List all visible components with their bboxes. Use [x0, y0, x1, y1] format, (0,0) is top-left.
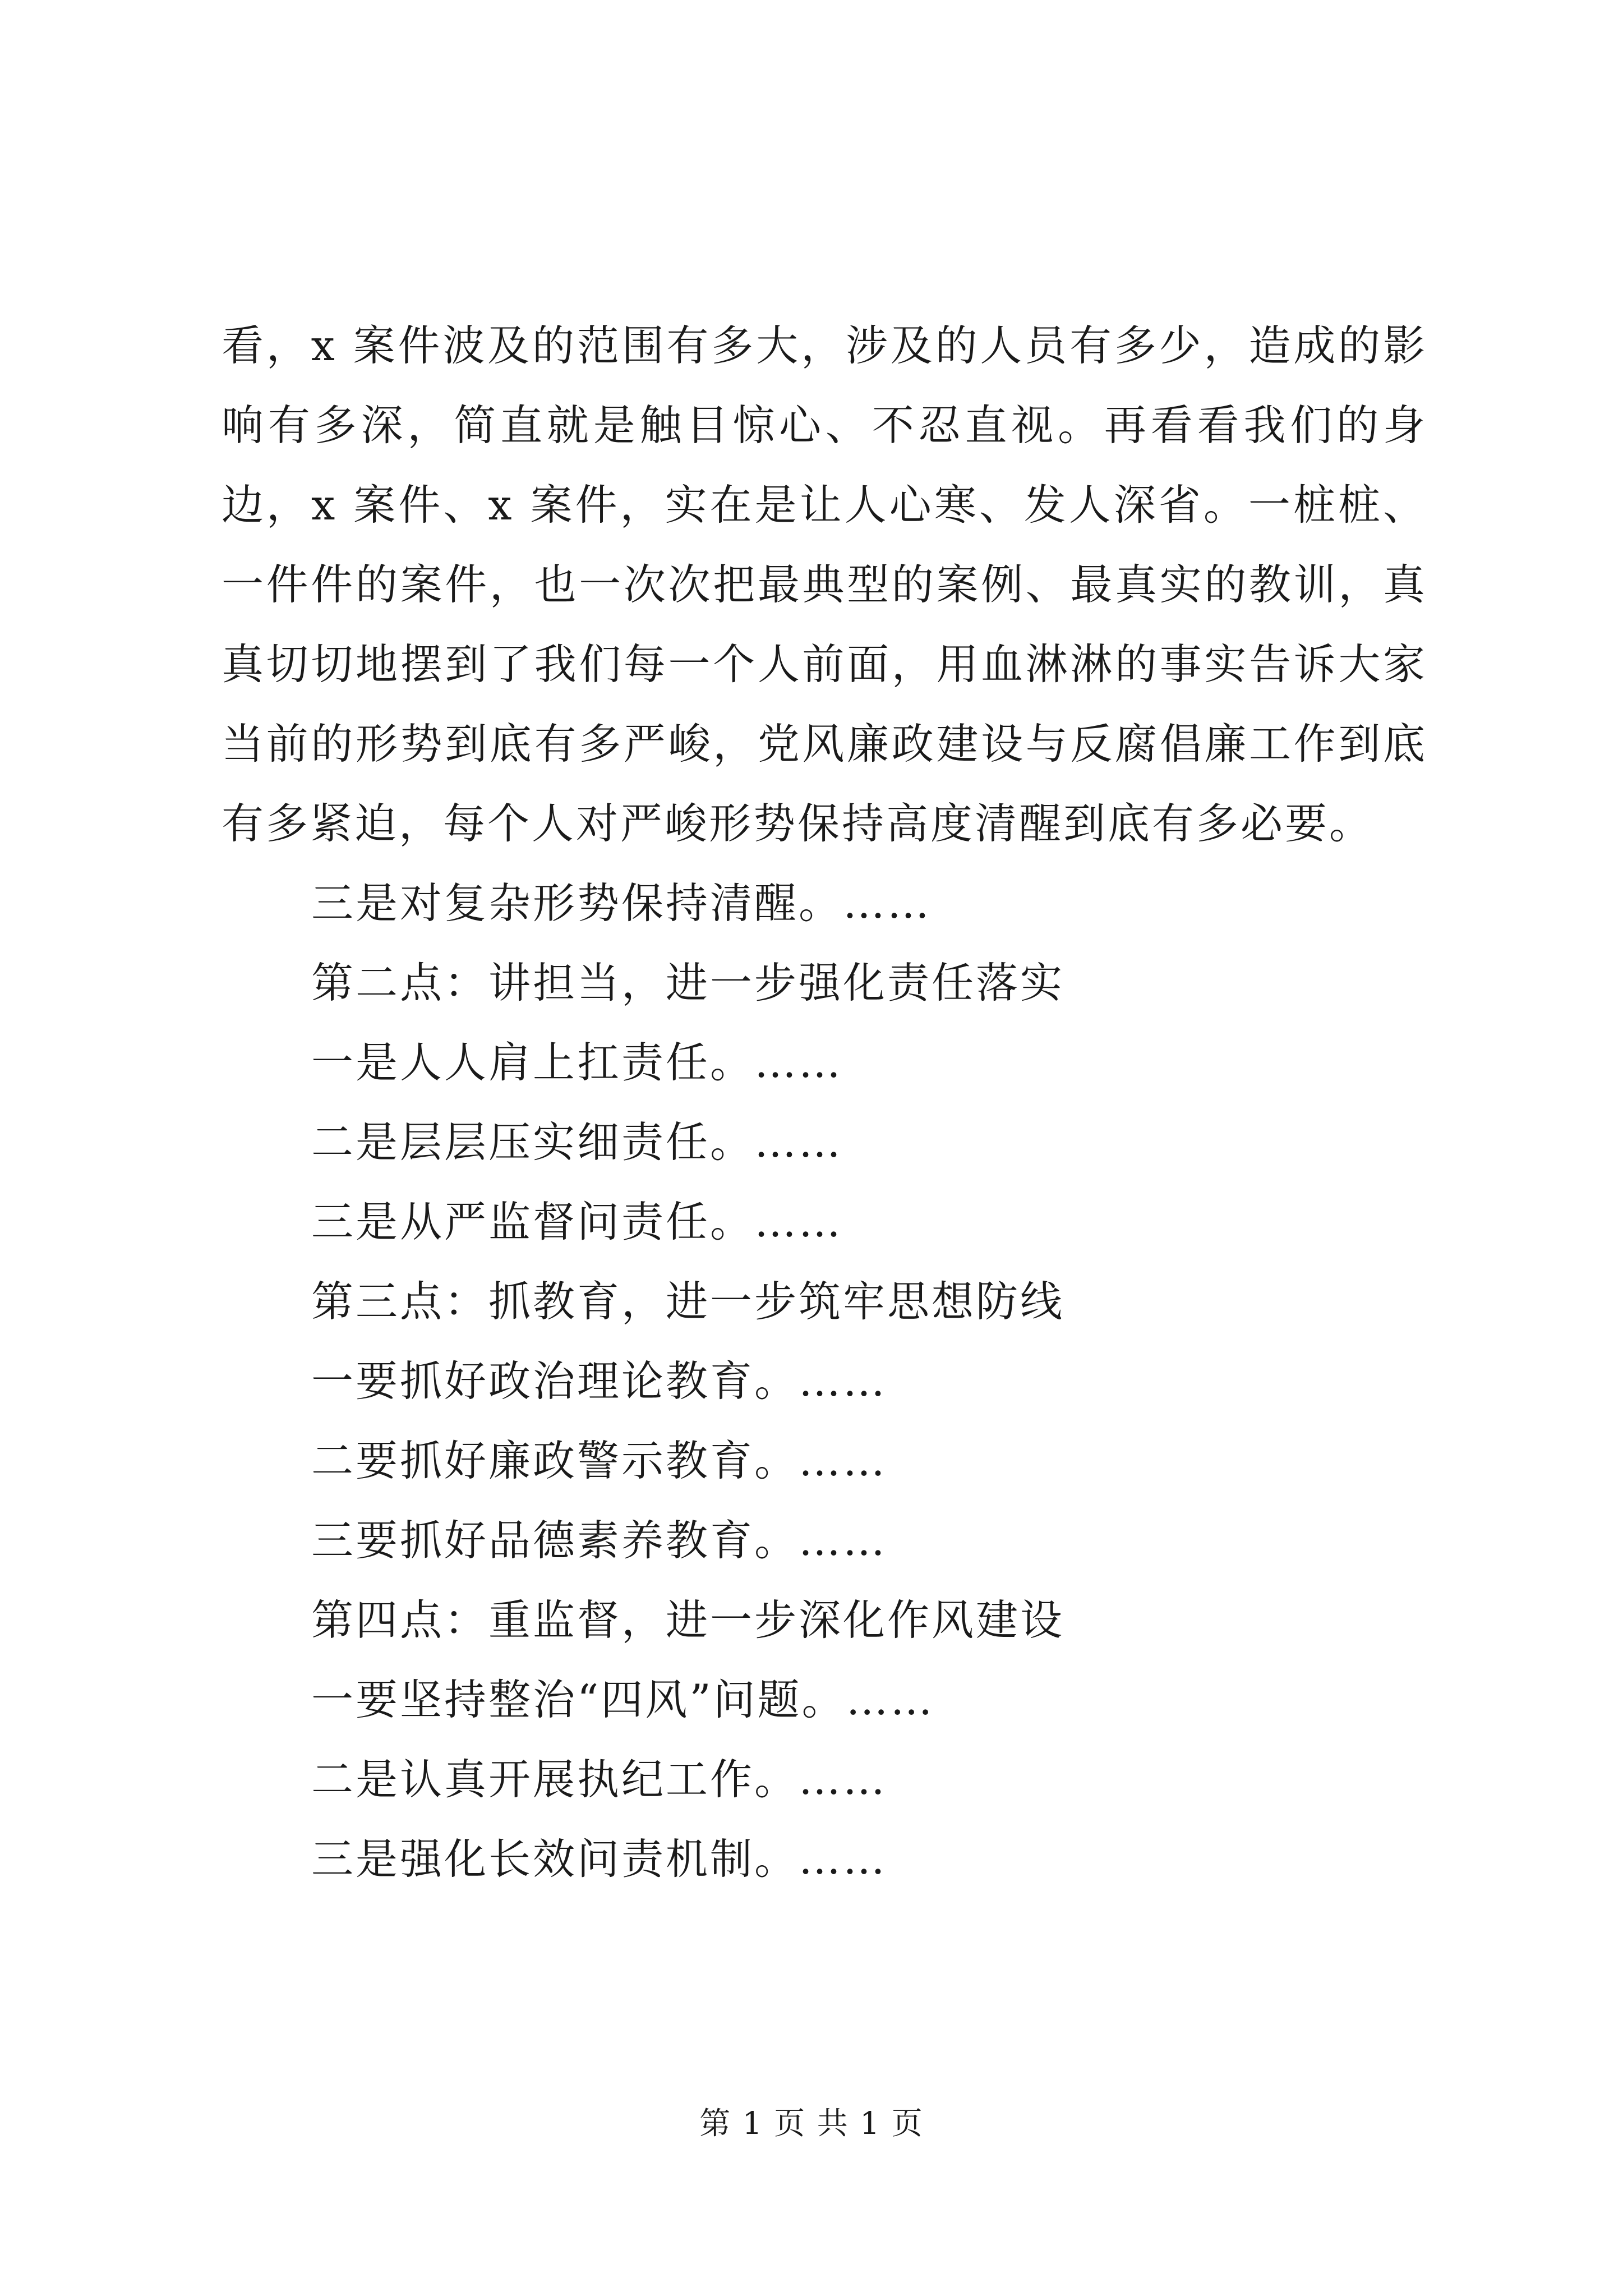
text-line-3: 二是层层压实细责任。……	[311, 1117, 843, 1167]
page-footer: 第 1 页 共 1 页	[699, 2105, 924, 2141]
section-heading-2: 第二点：讲担当，进一步强化责任落实	[311, 958, 1065, 1007]
text-line-1: 三是对复杂形势保持清醒。……	[311, 878, 932, 928]
text-line-6: 二要抓好廉政警示教育。……	[311, 1436, 888, 1485]
text-line-7: 三要抓好品德素养教育。……	[311, 1516, 888, 1565]
section-heading-4: 第四点：重监督，进一步深化作风建设	[311, 1595, 1065, 1645]
section-heading-3: 第三点：抓教育，进一步筑牢思想防线	[311, 1277, 1065, 1326]
text-line-10: 三是强化长效问责机制。……	[311, 1834, 888, 1884]
text-line-9: 二是认真开展执纪工作。……	[311, 1755, 888, 1804]
document-body	[222, 306, 1427, 1899]
text-line-4: 三是从严监督问责任。……	[311, 1197, 843, 1246]
text-line-2: 一是人人肩上扛责任。……	[311, 1038, 843, 1087]
text-line-5: 一要抓好政治理论教育。……	[311, 1356, 888, 1406]
body-paragraph: 看，x 案件波及的范围有多大，涉及的人员有多少，造成的影响有多深，简直就是触目惊心、不忍直视。再看看我们的身边，x 案件、x 案件，实在是让人心寒、发人深省。一桩桩、一件件的案件，也一次次把最典型的案例、最真实的教训，真真切切地摆到了我们每一个人前面，用血淋淋的事实告诉大家当前的形势到底有多严峻，党风廉政建设与反腐倡廉工作到底有多紧迫，每个人对严峻形势保持高度清醒到底有多必要。	[222, 321, 1427, 848]
text-line-8: 一要坚持整治“四风”问题。……	[311, 1675, 935, 1724]
